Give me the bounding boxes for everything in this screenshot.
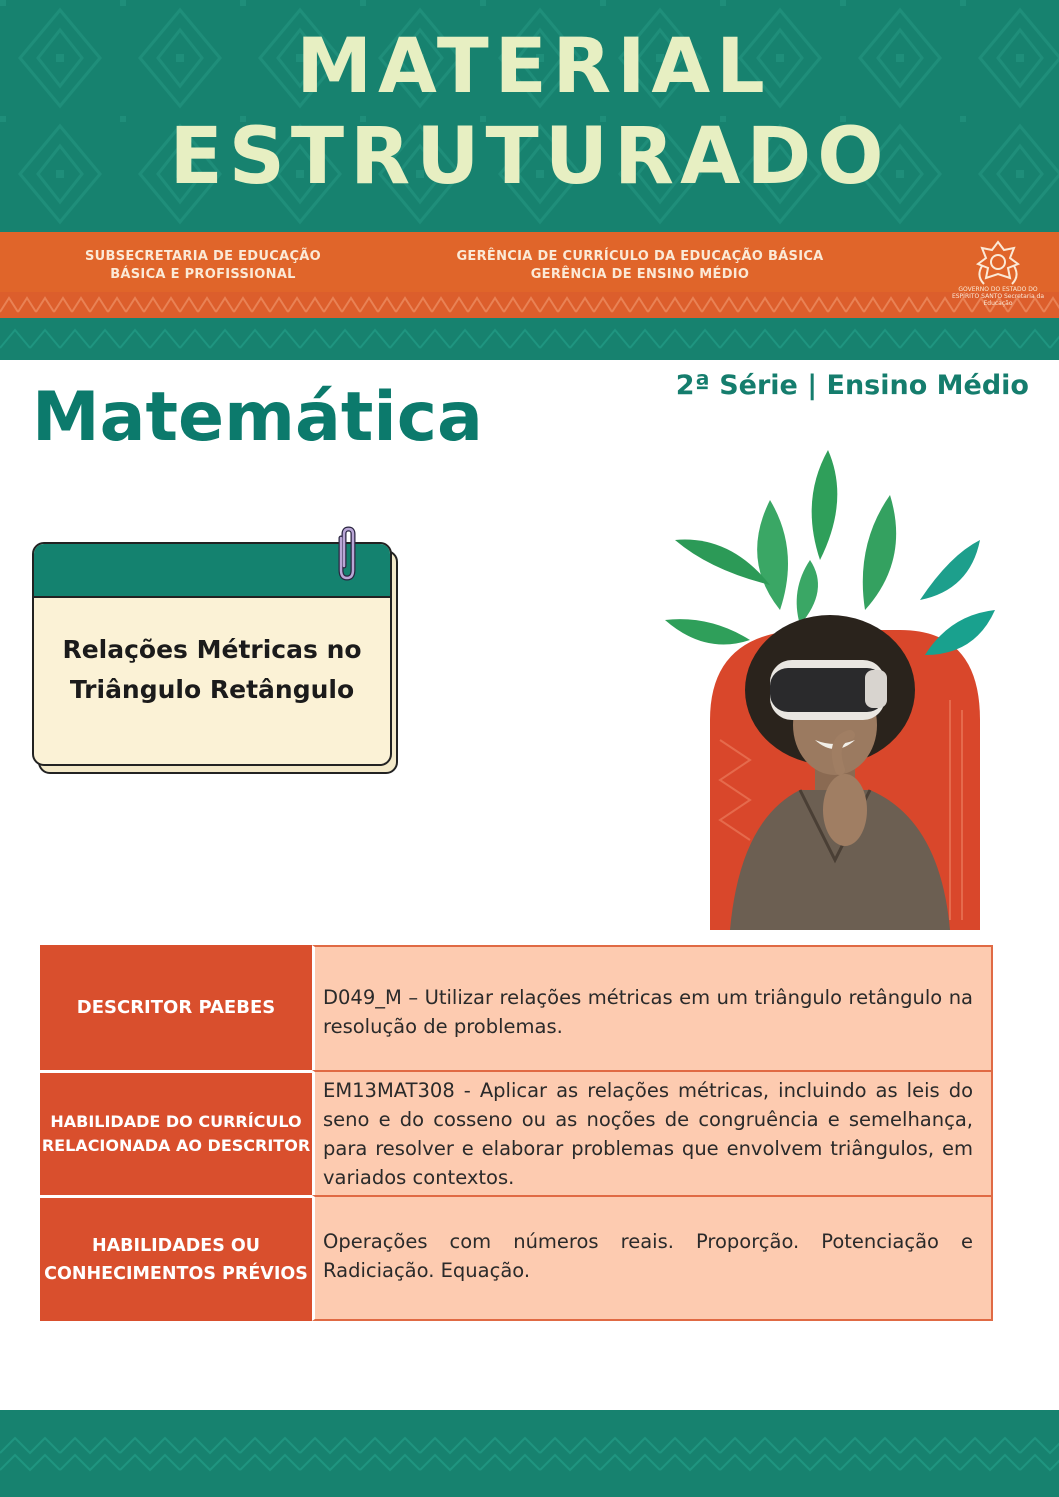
descriptor-table [40, 945, 993, 1321]
paperclip-icon [332, 526, 362, 582]
topic-title [34, 630, 390, 710]
teal-strip [0, 318, 1059, 360]
title-line-1: MATERIAL [296, 21, 771, 110]
row-label: HABILIDADES OU CONHECIMENTOS PRÉVIOS [40, 1195, 312, 1321]
table-row [40, 1195, 993, 1321]
topic-line-1: Relações Métricas no [62, 635, 362, 664]
title-line-2: ESTRUTURADO [169, 112, 890, 202]
table-row [40, 1070, 993, 1195]
row-content: Operações com números reais. Proporção. Potenciação e Radiciação. Equação. [312, 1195, 993, 1321]
row-content: EM13MAT308 - Aplicar as relações métricas, incluindo as leis do seno e do cosseno ou as noções de congruência e semelhança, para resolver e elaborar problemas que envolvem triângulos, em variados contextos. [312, 1070, 993, 1195]
topic-line-2: Triângulo Retângulo [69, 675, 355, 704]
footer-band [0, 1410, 1059, 1497]
subsecretaria-label: SUBSECRETARIA DE EDUCAÇÃO BÁSICA E PROFISSIONAL [84, 249, 322, 282]
gerencia-label: GERÊNCIA DE CURRÍCULO DA EDUCAÇÃO BÁSICA GERÊNCIA DE ENSINO MÉDIO [456, 249, 824, 282]
row-label: HABILIDADE DO CURRÍCULO RELACIONADA AO DESCRITOR [40, 1070, 312, 1195]
header-title [0, 21, 1059, 202]
table-row [40, 945, 993, 1070]
student-vr-illustration [650, 440, 1000, 930]
grade-label: 2ª Série | Ensino Médio [675, 370, 1029, 401]
header-banner [0, 0, 1059, 360]
seal-caption: GOVERNO DO ESTADO DO ESPÍRITO SANTO Secretaria da Educação [951, 286, 1045, 307]
row-label: DESCRITOR PAEBES [40, 945, 312, 1070]
orange-strip [0, 292, 1059, 318]
row-content: D049_M – Utilizar relações métricas em um triângulo retângulo na resolução de problemas. [312, 945, 993, 1070]
subject-title: Matemática [32, 378, 483, 457]
